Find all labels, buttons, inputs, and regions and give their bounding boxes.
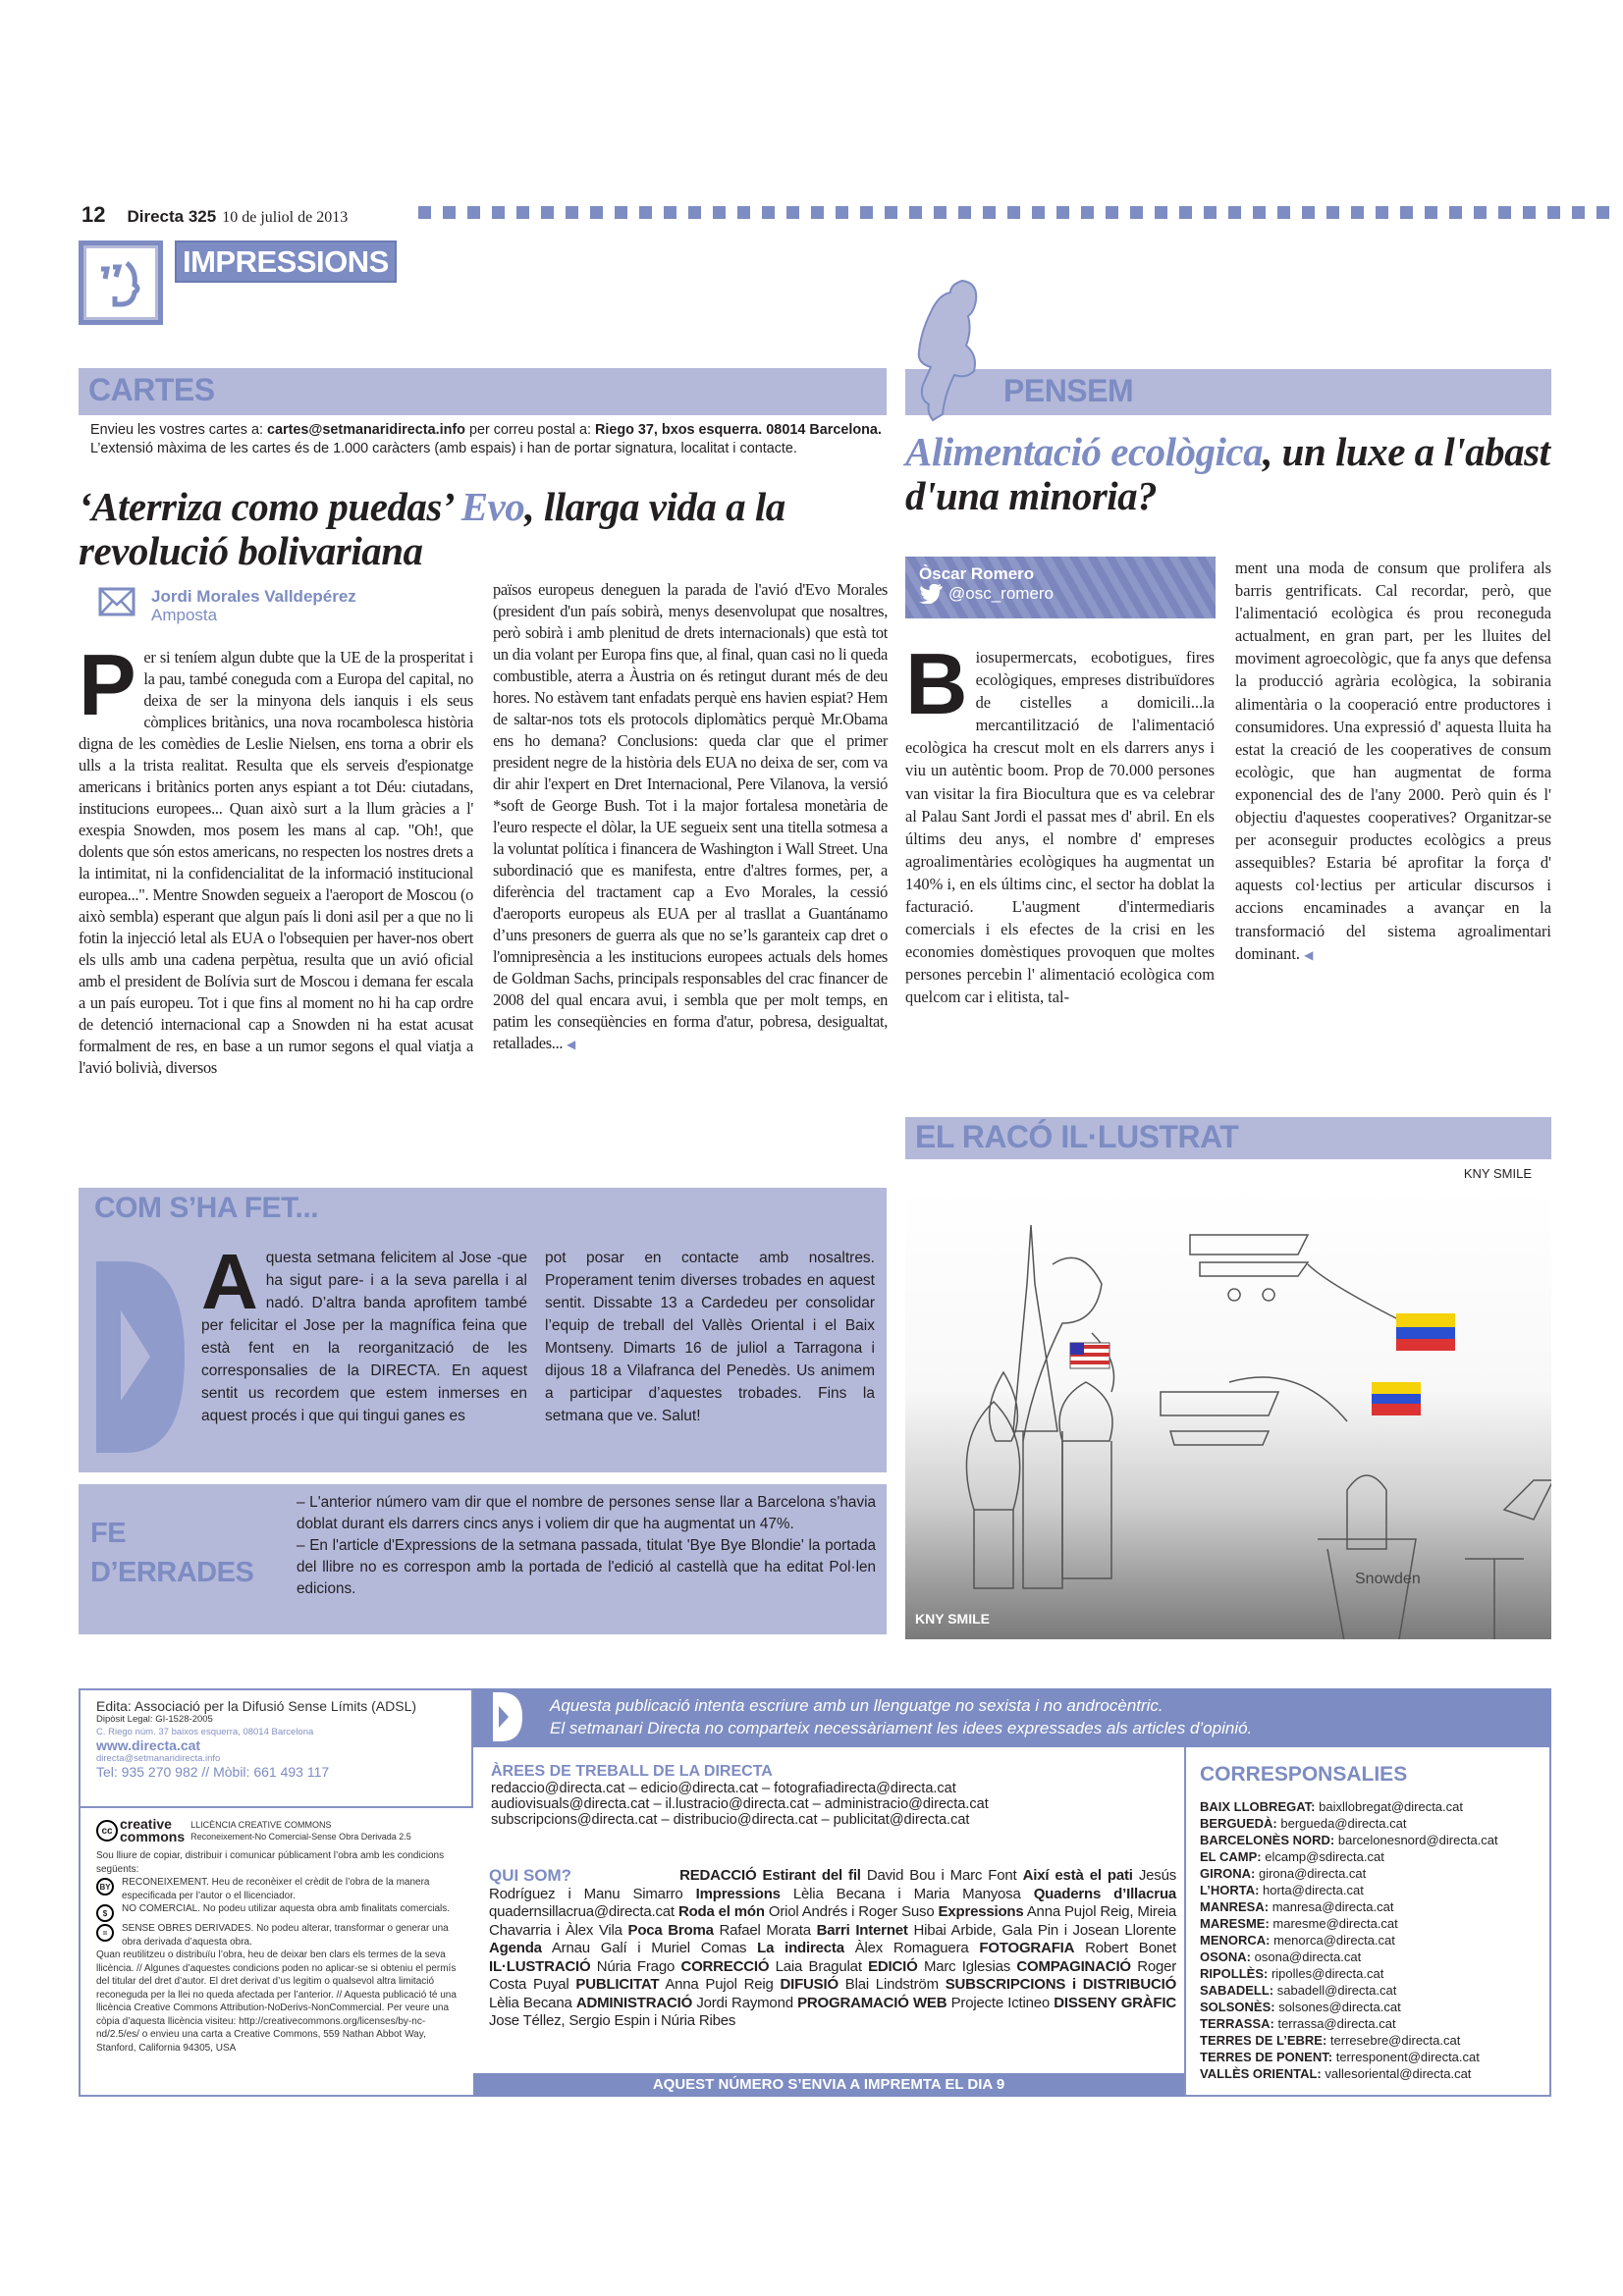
header-dot [1425, 206, 1437, 219]
header-dot [1302, 206, 1315, 219]
staff-role: DISSENY GRÀFIC [1054, 1994, 1176, 2011]
cartoon-signature: KNY SMILE [915, 1611, 990, 1627]
header-dot-rule [418, 206, 1609, 219]
corresponsalia-region: TERRASSA: [1200, 2016, 1274, 2031]
staff-role: Així està el pati [1022, 1867, 1133, 1884]
disclaimer-banner [473, 1688, 1551, 1747]
corresponsalia-region: GIRONA: [1200, 1866, 1256, 1881]
title-accent: Evo [460, 484, 525, 529]
header-dot [1032, 206, 1045, 219]
header-dot [467, 206, 480, 219]
header-dot [1228, 206, 1241, 219]
staff-role: SUBSCRIPCIONS i DISTRIBUCIÓ [945, 1976, 1177, 1993]
qui-som-heading: QUI SOM? [489, 1866, 572, 1885]
header-dot [1155, 206, 1167, 219]
staff-role: La indirecta [757, 1940, 844, 1956]
license-condition [96, 1902, 461, 1922]
pensem-heading: PENSEM [1003, 373, 1134, 408]
issue-date: 10 de juliol de 2013 [222, 209, 349, 226]
license-condition-text: NO COMERCIAL. No podeu utilizar aquesta obra amb finalitats comercials. [122, 1903, 451, 1914]
work-area-emails[interactable]: redaccio@directa.cat – edicio@directa.cat – fotografiadirecta@directa.cat [491, 1781, 956, 1796]
corresponsalia-region: MANRESA: [1200, 1899, 1270, 1914]
twitter-handle[interactable] [919, 584, 1202, 604]
corresponsalia-item [1200, 1965, 1543, 1982]
license-legal: Quan reutilitzeu o distribuïu l’obra, heu de deixar ben clars els termes de la seva llicència. // Algunes d’aquestes condicions poden no aplicar-se si obteniu el permís del titular del dret d’autor. El dret derivat d’us legitim o qualsevol altra limitació reconeguda per la llei no queda afectada per l’anterior. // Aquesta publicació té una llicència Creative Commons Attribution-NoDerivs-NonCommercial. Per veure una còpia d’aquesta llicència visiteu: http://creativecommons.org/licenses/by-nc-nd/2.5/es/ o envieu una carta a Creative Commons, 559 Nathan Abbot Way, Stanford, California 94305, USA [96, 1949, 457, 2054]
header-dot [860, 206, 873, 219]
corresponsalies-heading: CORRESPONSALIES [1200, 1763, 1408, 1786]
body-text: ment una moda de consum que prolifera als barris gentrificats. Cal recordar, però, que l'alimentació ecològica és prou reconeguda actualment, en gran part, per les lluites del moviment agroecològic, que fa anys que defensa la producció agrària ecològica, la sobirania alimentària o la cooperació entre productores i consumidores. Una expressió d' aquesta lluita ha estat la creació de les cooperatives de consum ecològic, que han augmentat de forma exponencial des de l'any 2000. Però quin és l' objectiu d'aquestes cooperatives? Organitzar-se per aconseguir productes ecològics a preus assequibles? Estaria bé aprofitar la força d' aquests col·lectius per articular discursos i accions encaminades a avançar en la transformació del sistema agroalimentari dominant. [1235, 559, 1551, 963]
license-condition-icon: BY [96, 1878, 114, 1896]
header-dot [492, 206, 505, 219]
phone: Tel: 935 270 982 // Mòbil: 661 493 117 [96, 1764, 330, 1780]
header-dot [983, 206, 996, 219]
header-dot [737, 206, 750, 219]
twitter-icon [919, 584, 943, 604]
staff-role: PUBLICITAT [575, 1976, 660, 1993]
website-link[interactable]: www.directa.cat [96, 1737, 201, 1753]
work-area-emails[interactable]: subscripcions@directa.cat – distribucio@directa.cat – publicitat@directa.cat [491, 1812, 970, 1828]
disclaimer-line: El setmanari Directa no comparteix necessàriament les idees expressades als articles d’opinió. [550, 1719, 1253, 1737]
header-dot [762, 206, 775, 219]
corresponsalia-email[interactable]: manresa@directa.cat [1271, 1899, 1394, 1914]
staff-names: Jesús Rodríguez i Manu Simarro [489, 1867, 1177, 1902]
staff-role: DIFUSIÓ [780, 1976, 839, 1993]
qui-som [489, 1867, 1176, 2031]
body-text: questa setmana felicitem al Jose -que ha sigut pare- i a la seva parella i al nadó. D’altra banda aprofitem també per felicitar el Jose per la magnífica feina que està fent en la reorganització de les corresponsalies de la DIRECTA. En aquest sentit us recordem que estem inmerses en aquest procés i que qui tingui ganes es [201, 1250, 527, 1424]
directa-d-logo-icon [96, 1261, 185, 1453]
header-dot [1204, 206, 1217, 219]
header-dot [713, 206, 726, 219]
errata-item: – L'anterior número vam dir que el nombre de persones sense llar a Barcelona s'havia doblat durant els darrers cincs anys i voliem dir que ha augmentat un 47%. [297, 1494, 876, 1532]
dropcap: P [79, 636, 136, 733]
page-number: 12 [81, 202, 106, 227]
directa-d-logo-icon [493, 1692, 522, 1741]
license-condition [96, 1922, 461, 1949]
cartes-section-bar [79, 368, 887, 415]
license-condition-icon: = [96, 1924, 114, 1942]
cartes-email[interactable]: cartes@setmanaridirecta.info [266, 422, 465, 438]
creative-commons-logo [96, 1818, 185, 1843]
staff-names: Roger Costa Puyal [489, 1957, 1177, 1993]
header-dot [1523, 206, 1536, 219]
header-dot [1253, 206, 1266, 219]
header-dot [615, 206, 627, 219]
pensem-section-bar [905, 369, 1551, 415]
dropcap: A [201, 1238, 258, 1325]
body-text: iosupermercats, ecobotigues, fires ecològiques, empreses distribuïdores de cistelles a domicili...la mercantilització de l'alimentació ecològica ha crescut molt en els darrers anys i viu un autèntic boom. Prop de 70.000 persones van visitar la fira Biocultura que es va celebrar al Palau Sant Jordi el passat mes d' abril. En els últims deu anys, el nombre d' empreses agroalimentàries ecològiques ha augmentat un 140% i, en els últims cinc, el sector ha doblat la facturació. L'augment d'intermediaris comercials i els efectes de la crisi en les economies domèstiques provoquen que moltes persones percebin l' alimentació ecològica com quelcom car i elitista, tal- [905, 648, 1215, 1007]
end-mark-icon: ◀ [567, 1038, 575, 1051]
cartoon-drawing [905, 1186, 1551, 1639]
staff-names: quadernsillacrua@directa.cat [489, 1903, 675, 1920]
comshafet-column-2: pot posar en contacte amb nosaltres. Properament tenim diverses trobades en aquest sentit. Dissabte 13 a Cardedeu per consolidar l’equip de treball del Vallès Oriental i el Baix Montseny. Dimarts 16 de juliol a Tarragona i dijous 18 a Vilafranca del Penedès. Us animem a participar d’aquestes trobades. Fins la setmana que ve. Salut! [545, 1250, 875, 1424]
header-dot [1376, 206, 1388, 219]
header-dot [541, 206, 554, 219]
header-dot [958, 206, 971, 219]
venezuela-flag-icon [1396, 1313, 1455, 1351]
staff-names: Hibai Arbide, Gala Pin i Josean Llorente [913, 1921, 1177, 1939]
header-dot [836, 206, 848, 219]
license-condition [96, 1876, 461, 1902]
corresponsalia-item [1200, 2065, 1543, 2082]
staff-names: Núria Frago [596, 1957, 676, 1975]
corresponsalia-region: RIPOLLÈS: [1200, 1966, 1269, 1981]
staff-names: Robert Bonet [1085, 1940, 1177, 1956]
corresponsalia-item [1200, 1798, 1543, 1815]
cartes-intro [90, 421, 886, 458]
staff-names: Jordi Raymond [696, 1994, 793, 2011]
letter-column-1 [79, 636, 473, 1079]
header-dot [885, 206, 897, 219]
opinion-column-1 [905, 635, 1215, 1009]
letter-title [79, 485, 887, 573]
staff-role: IL·LUSTRACIÓ [489, 1957, 591, 1975]
staff-credits [489, 1867, 1176, 2031]
heading-line: FE [90, 1518, 127, 1549]
dropcap: B [905, 635, 968, 732]
corresponsalia-region: VALLÈS ORIENTAL: [1200, 2066, 1322, 2081]
header-dot [1179, 206, 1192, 219]
staff-role: FOTOGRAFIA [979, 1940, 1075, 1956]
header-dot [590, 206, 603, 219]
corresponsalia-email[interactable]: osona@directa.cat [1254, 1949, 1362, 1964]
header-dot [1326, 206, 1339, 219]
corresponsalia-region: TERRES DE PONENT: [1200, 2050, 1333, 2064]
staff-names: Anna Pujol Reig, Mireia Chavarria i Àlex Vila [489, 1903, 1177, 1939]
corresponsalia-item [1200, 1898, 1543, 1915]
opinion-column-2 [1235, 557, 1551, 967]
staff-role: EDICIÓ [868, 1957, 918, 1975]
staff-names: Anna Pujol Reig [665, 1976, 774, 1993]
cartoon-credit: KNY SMILE [1463, 1166, 1532, 1181]
header-dot [1056, 206, 1069, 219]
letter-column-2 [493, 579, 888, 1055]
corresponsalies-list [1200, 1798, 1543, 2082]
corresponsalia-item [1200, 1915, 1543, 1932]
corresponsalia-item [1200, 1882, 1543, 1898]
page-header [81, 202, 348, 228]
contact-email[interactable]: directa@setmanaridirecta.info [96, 1753, 221, 1764]
staff-role: Poca Broma [627, 1921, 714, 1939]
corresponsalia-region: OSONA: [1200, 1949, 1251, 1964]
corresponsalia-region: BAIX LLOBREGAT: [1200, 1799, 1316, 1814]
header-dot [934, 206, 947, 219]
staff-names: Arnau Galí i Muriel Comas [551, 1940, 747, 1956]
thinker-icon [908, 277, 987, 426]
header-dot [1007, 206, 1020, 219]
work-areas-heading: ÀREES DE TREBALL DE LA DIRECTA [491, 1763, 773, 1780]
publisher-info [79, 1688, 473, 1808]
license-condition-text: SENSE OBRES DERIVADES. No podeu alterar, transformar o generar una obra derivada d’aquesta obra. [122, 1923, 449, 1948]
disclaimer-line: Aquesta publicació intenta escriure amb un llenguatge no sexista i no androcèntric. [550, 1696, 1163, 1715]
header-dot [909, 206, 922, 219]
corresponsalia-email[interactable]: terresebre@directa.cat [1329, 2033, 1461, 2048]
staff-role: PROGRAMACIÓ WEB [797, 1994, 947, 2011]
staff-names: David Bou i Marc Font [866, 1867, 1017, 1884]
errades-box [79, 1484, 887, 1634]
header-dot [1106, 206, 1118, 219]
corresponsalia-item [1200, 1932, 1543, 1949]
corresponsalia-email[interactable]: girona@directa.cat [1258, 1866, 1367, 1881]
corresponsalia-email[interactable]: menorca@directa.cat [1273, 1933, 1395, 1948]
corresponsalia-item [1200, 1848, 1543, 1865]
print-date-bar: AQUEST NÚMERO S’ENVIA A IMPREMTA EL DIA 9 [473, 2073, 1184, 2097]
header-dot [1449, 206, 1462, 219]
corresponsalia-email[interactable]: maresme@directa.cat [1272, 1916, 1398, 1931]
body-text: er si teníem algun dubte que la UE de la prosperitat i la pau, també coneguda com a Europa del capital, no deixa de ser la minyona dels ianquis i els seus còmplices britànics, una nova rocambolesca història digna de les comèdies de Leslie Nielsen, ens torna a obrir els ulls a la trista realitat. Resulta que els serveis d'espionatge americans i britànics porten anys espiant a tot Déu: ciutadans, institucions europees... Quan això surt a la llum gràcies a l' exespia Snowden, mos posem les mans al cap. "Oh!, que dolents que són estos americans, no respecten los nostres drets a la intimitat, ni la confidencialitat de la informació institucional europea...". Mentre Snowden segueix a l'aeroport de Moscou (o això sembla) esperant que algun país li doni asil per a que no li fotin la injecció letal als EUA o l'obsequien per haver-nos obert els ulls amb una cadena perpètua, resulta que un avió oficial amb el president de Bolívia surt de Moscou i demana fer escala a un país europeu. Tot i que fins al moment no hi ha cap ordre de detenció internacional cap a Snowden ni ha estat acusat formalment de res, en base a un rumor segons el qual viatja a l'avió bolivià, diversos [79, 648, 473, 1077]
license-title: LLICÈNCIA CREATIVE COMMONS [190, 1820, 332, 1830]
usa-flag-icon [1070, 1343, 1109, 1364]
corresponsalia-item [1200, 1815, 1543, 1832]
publication-name: Directa 325 [127, 207, 217, 226]
staff-names: Àlex Romaguera [854, 1940, 969, 1956]
corresponsalia-email[interactable]: vallesoriental@directa.cat [1325, 2066, 1472, 2081]
comshafet-box [79, 1188, 887, 1472]
staff-role: Impressions [695, 1885, 781, 1902]
corresponsalia-email[interactable]: solsones@directa.cat [1278, 2000, 1401, 2014]
letter-location: Amposta [151, 606, 218, 624]
corresponsalia-item [1200, 1949, 1543, 1965]
errata-item: – En l'article d'Expressions de la setmana passada, titulat 'Bye Bye Blondie' la portada del llibre no es correspon amb la portada de l'edició al castellà que ha editat Pol·len edicions. [297, 1537, 876, 1597]
raco-heading: EL RACÓ IL·LUSTRAT [915, 1119, 1239, 1154]
license-condition-icon: $ [96, 1904, 114, 1922]
corresponsalia-email[interactable]: terrassa@directa.cat [1277, 2016, 1396, 2031]
cartes-heading: CARTES [88, 372, 215, 407]
corresponsalia-email[interactable]: elcamp@sdirecta.cat [1265, 1849, 1384, 1864]
license-subtitle: Reconeixement-No Comercial-Sense Obra Derivada 2.5 [190, 1832, 411, 1842]
opinion-author: Òscar Romero [919, 564, 1035, 583]
header-dot [786, 206, 799, 219]
corresponsalia-email[interactable]: barcelonesnord@directa.cat [1337, 1833, 1498, 1847]
work-areas-list [491, 1781, 1168, 1828]
staff-names: Laia Bragulat [775, 1957, 862, 1975]
header-dot [1351, 206, 1364, 219]
twitter-handle-text: @osc_romero [948, 584, 1055, 603]
header-dot [566, 206, 578, 219]
header-dot [1547, 206, 1560, 219]
staff-role: Roda el món [677, 1903, 765, 1920]
staff-role: ADMINISTRACIÓ [575, 1994, 693, 2011]
comshafet-heading: COM S’HA FET... [94, 1192, 319, 1224]
staff-role: Agenda [489, 1940, 542, 1956]
publisher: Edita: Associació per la Difusió Sense Límits (ADSL) [96, 1698, 417, 1714]
corresponsalia-item [1200, 2015, 1543, 2032]
cartes-address: Riego 37, bxos esquerra. 08014 Barcelona. [594, 422, 882, 438]
title-text: , llarga vida a la revolució bolivariana [79, 484, 785, 573]
opinion-title [905, 430, 1553, 518]
staff-role: COMPAGINACIÓ [1016, 1957, 1131, 1975]
intro-text: per correu postal a: [464, 422, 595, 438]
intro-text: L’extensió màxima de les cartes és de 1.000 caràcters (amb espais) i han de portar signatura, localitat i contacte. [90, 441, 797, 456]
staff-names: Marc Iglesias [923, 1957, 1011, 1975]
staff-role: Barri Internet [816, 1921, 908, 1939]
title-text: ‘Aterriza como puedas’ [79, 484, 461, 529]
corresponsalia-item [1200, 2032, 1543, 2049]
work-areas [491, 1763, 1168, 1828]
header-dot [1400, 206, 1413, 219]
work-area-emails[interactable]: audiovisuals@directa.cat – il.lustracio@directa.cat – administracio@directa.cat [491, 1796, 989, 1812]
staff-role: REDACCIÓ Estirant del fil [679, 1867, 861, 1884]
header-dot [418, 206, 431, 219]
license-intro: Sou lliure de copiar, distribuir i comunicar públicament l’obra amb les condicions següents: [96, 1850, 445, 1875]
corresponsalia-email[interactable]: horta@directa.cat [1263, 1883, 1364, 1897]
corresponsalia-email[interactable]: baixllobregat@directa.cat [1319, 1799, 1463, 1814]
staff-role: CORRECCIÓ [680, 1957, 770, 1975]
errades-heading [90, 1514, 253, 1592]
legal-deposit: Dipòsit Legal: GI-1528-2005 [96, 1714, 213, 1725]
raco-section-bar [905, 1117, 1551, 1159]
corresponsalia-region: L’HORTA: [1200, 1883, 1260, 1897]
corresponsalia-email[interactable]: terresponent@directa.cat [1335, 2050, 1480, 2064]
corresponsalia-region: BERGUEDÀ: [1200, 1816, 1277, 1831]
header-dot [811, 206, 824, 219]
cartoon-sign-text: Snowden [1355, 1571, 1421, 1587]
address: C. Riego núm. 37 baixos esquerra, 08014 Barcelona [96, 1727, 314, 1737]
header-dot [1081, 206, 1094, 219]
corresponsalia-region: TERRES DE L’EBRE: [1200, 2033, 1327, 2048]
corresponsalia-item [1200, 2049, 1543, 2065]
staff-names: Lèlia Becana [489, 1994, 572, 2011]
corresponsalia-email[interactable]: bergueda@directa.cat [1280, 1816, 1407, 1831]
impressions-logo-icon [79, 240, 163, 325]
letter-author: Jordi Morales Valldepérez [151, 587, 356, 606]
cc-logo-text: commons [120, 1829, 186, 1844]
corresponsalia-region: SABADELL: [1200, 1983, 1274, 1998]
header-dot [1596, 206, 1609, 219]
section-title: IMPRESSIONS [175, 240, 397, 283]
header-dot [443, 206, 456, 219]
cartoon-image [905, 1186, 1551, 1639]
corresponsalia-region: MARESME: [1200, 1916, 1270, 1931]
staff-names: Rafael Morata [719, 1921, 811, 1939]
staff-names: Lèlia Becana i Maria Manyosa [792, 1885, 1021, 1902]
envelope-icon [98, 587, 135, 616]
staff-names: Oriol Andrés i Roger Suso [768, 1903, 935, 1920]
header-dot [516, 206, 529, 219]
corresponsalia-item [1200, 1865, 1543, 1882]
corresponsalia-email[interactable]: sabadell@directa.cat [1276, 1983, 1397, 1998]
header-dot [1130, 206, 1143, 219]
title-accent: Alimentació ecològica [905, 429, 1264, 474]
intro-text: Envieu les vostres cartes a: [90, 422, 267, 438]
license-info [96, 1818, 461, 2055]
cc-icon: cc [96, 1820, 118, 1842]
comshafet-column-1 [201, 1238, 527, 1427]
header-dot [639, 206, 652, 219]
title-text: , un luxe a l'abast d'una minoria? [905, 429, 1550, 518]
header-dot [1474, 206, 1487, 219]
corresponsalia-email[interactable]: ripolles@directa.cat [1271, 1966, 1384, 1981]
author-box [905, 557, 1216, 618]
corresponsalia-region: EL CAMP: [1200, 1849, 1262, 1864]
errades-text [297, 1492, 876, 1600]
header-dot [664, 206, 676, 219]
staff-names: Jose Téllez, Sergio Espin i Núria Ribes [489, 2012, 736, 2029]
corresponsalia-region: BARCELONÈS NORD: [1200, 1833, 1335, 1847]
license-condition-text: RECONEIXEMENT. Heu de reconèixer el crèdit de l’obra de la manera especificada per l’autor o el llicenciador. [122, 1877, 430, 1901]
header-dot [688, 206, 701, 219]
venezuela-flag-icon [1372, 1382, 1421, 1415]
corresponsalia-item [1200, 1999, 1543, 2015]
license-conditions [96, 1876, 461, 1949]
cc-logo-text: creative [120, 1816, 172, 1832]
corresponsalies [1200, 1763, 1543, 2082]
corresponsalia-region: SOLSONÈS: [1200, 2000, 1275, 2014]
header-dot [1572, 206, 1585, 219]
staff-names: Projecte Ictineo [950, 1994, 1051, 2011]
corresponsalia-item [1200, 1832, 1543, 1848]
corresponsalia-region: MENORCA: [1200, 1933, 1271, 1948]
staff-role: Quaderns d’Illacrua [1033, 1885, 1177, 1902]
letter-byline [98, 587, 356, 624]
header-dot [1498, 206, 1511, 219]
end-mark-icon: ◀ [1304, 947, 1314, 962]
heading-line: D’ERRADES [90, 1557, 254, 1588]
staff-role: Expressions [938, 1903, 1024, 1920]
header-dot [1277, 206, 1290, 219]
body-text: països europeus deneguen la parada de l'avió d'Evo Morales (president d'un país sobirà, menys desenvolupat que nosaltres, però sobirà i amb plenitud de drets internacionals) que està tot un dia volant per Europa fins que, al final, quan casi no li queda combustible, aterra a Àustria on és retingut durant més de deu hores. No estàvem tant enfadats perquè ens havien espiat? Hem de saltar-nos tots els protocols diplomàtics perquè Mr.Obama ens ho demana? Conclusions: queda clar que el primer president negre de la història dels EUA no deixa de ser, com va dir ahir l'expert en Dret Internacional, Pere Vilanova, la versió *soft de George Bush. Tot i la major fortalesa monetària de l'euro respecte el dòlar, la UE segueix sent una titella sotmesa a la voluntat política i financera de Washington i Wall Street. Una subordinació que es manifesta, entre d'altres formes, per, a diferència del tractament cap a Evo Morales, la cessió d'aeroports europeus als EUA per al trasllat a Guantánamo d’uns presoners de guerra als que no se’ls garanteix cap dret o l'omnipresència a les institucions europees actuals dels homes de Goldman Sachs, principals responsables del crac financer de 2008 del qual encara avui, i sembla que per molt temps, en patim les conseqüències en forma d'atur, pobresa, desigualtat, retallades... [493, 580, 888, 1052]
footer-divider [1184, 1747, 1186, 2097]
staff-names: Blai Lindström [844, 1976, 939, 1993]
corresponsalia-item [1200, 1982, 1543, 1999]
